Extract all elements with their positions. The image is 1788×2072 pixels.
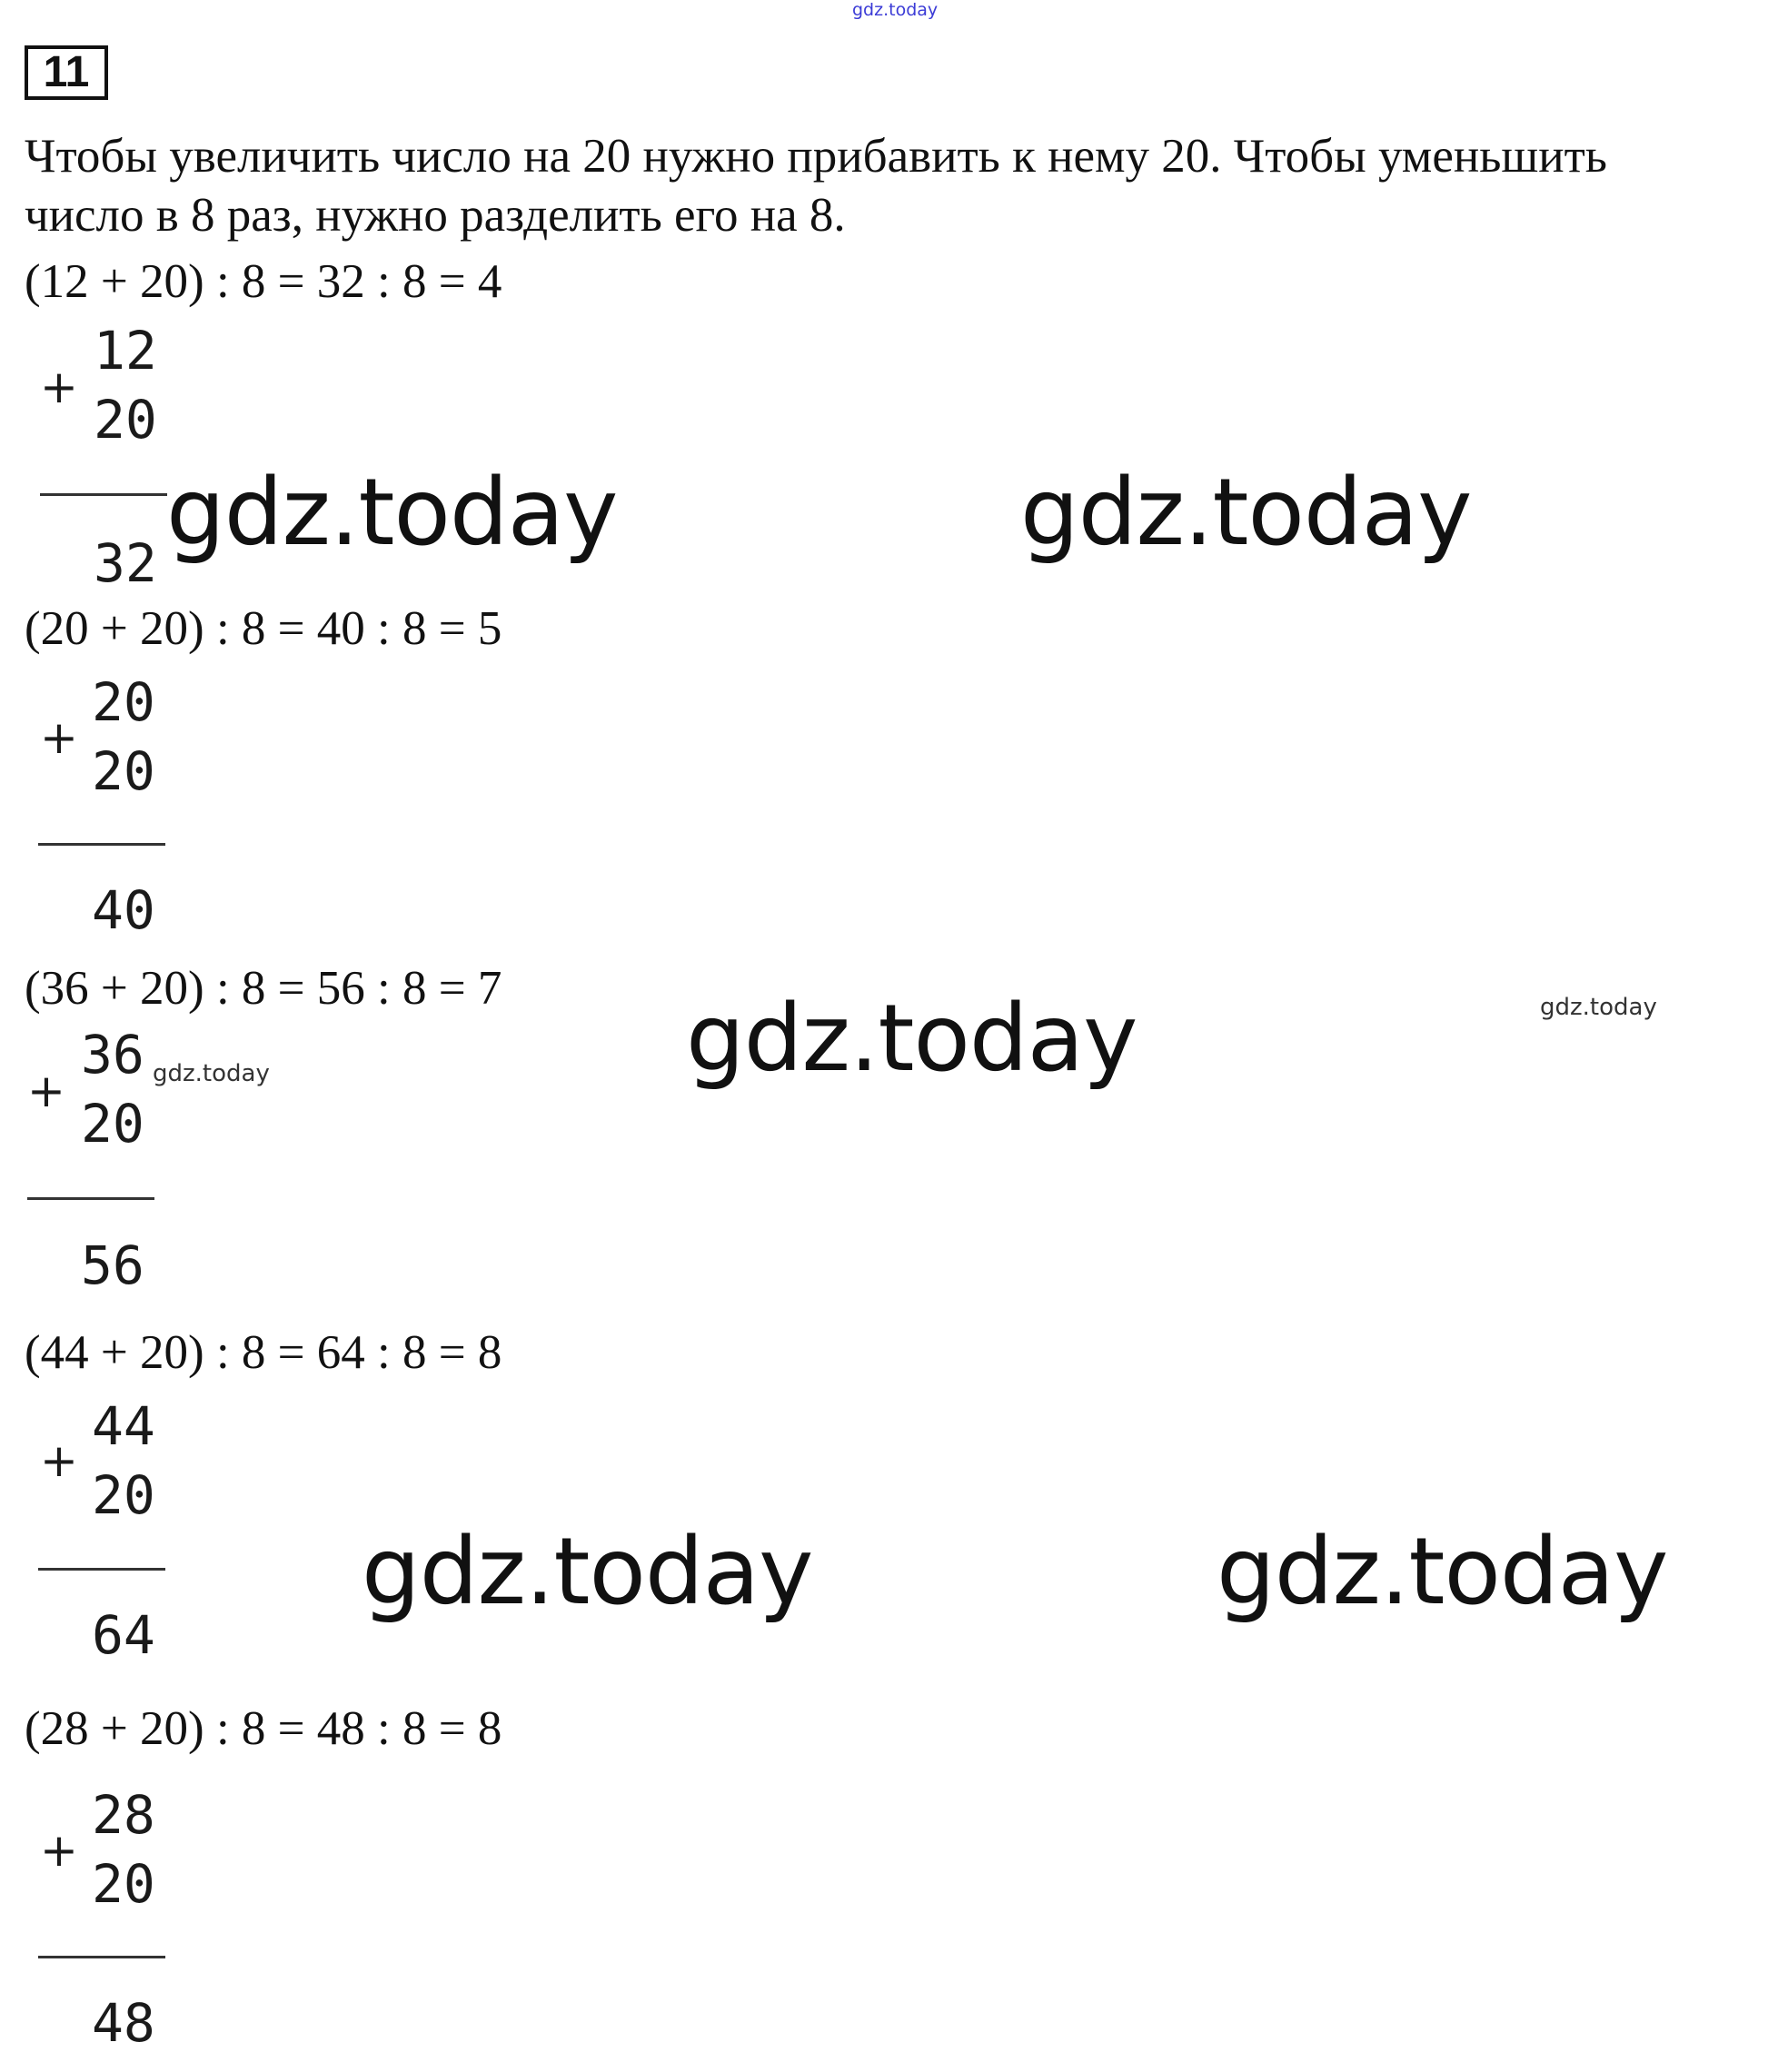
equation-1: (12 + 20) : 8 = 32 : 8 = 4 xyxy=(25,255,502,308)
sum-line-4 xyxy=(38,1568,165,1571)
plus-sign-1: + xyxy=(40,361,78,413)
equation-2: (20 + 20) : 8 = 40 : 8 = 5 xyxy=(25,602,502,655)
explanation-paragraph xyxy=(25,127,1607,245)
paragraph-line-2: число в 8 раз, нужно разделить его на 8. xyxy=(25,189,846,242)
addend-top-2: 20 xyxy=(92,671,155,733)
paragraph-line-1: Чтобы увеличить число на 20 нужно прибавить к нему 20. Чтобы уменьшить xyxy=(25,130,1607,183)
sum-result-1: 32 xyxy=(94,532,157,594)
equation-3: (36 + 20) : 8 = 56 : 8 = 7 xyxy=(25,962,502,1015)
sum-result-3: 56 xyxy=(81,1234,144,1296)
sum-line-1 xyxy=(40,493,167,496)
top-watermark: gdz.today xyxy=(852,0,939,20)
watermark-3: gdz.today xyxy=(686,985,1137,1093)
equation-4: (44 + 20) : 8 = 64 : 8 = 8 xyxy=(25,1326,502,1379)
addend-bottom-5: 20 xyxy=(92,1853,155,1915)
addend-bottom-3: 20 xyxy=(81,1093,144,1155)
plus-sign-3: + xyxy=(27,1065,65,1117)
task-number-box: 11 xyxy=(25,45,108,100)
plus-sign-2: + xyxy=(40,711,78,764)
watermark-2: gdz.today xyxy=(1020,459,1472,567)
equation-5: (28 + 20) : 8 = 48 : 8 = 8 xyxy=(25,1702,502,1755)
addend-top-3: 36 xyxy=(81,1024,144,1086)
watermark-1: gdz.today xyxy=(166,459,618,567)
watermark-5: gdz.today xyxy=(1217,1518,1668,1626)
sum-result-5: 48 xyxy=(92,1992,155,2054)
plus-sign-5: + xyxy=(40,1824,78,1877)
addend-top-1: 12 xyxy=(94,320,157,382)
watermark-4: gdz.today xyxy=(362,1518,813,1626)
sum-line-3 xyxy=(27,1197,154,1200)
sum-line-2 xyxy=(38,843,165,846)
addend-top-5: 28 xyxy=(92,1784,155,1846)
addend-top-4: 44 xyxy=(92,1395,155,1457)
sum-result-2: 40 xyxy=(92,879,155,941)
watermark-small-1: gdz.today xyxy=(1540,994,1657,1021)
sum-result-4: 64 xyxy=(92,1604,155,1666)
addend-bottom-2: 20 xyxy=(92,740,155,802)
addend-bottom-1: 20 xyxy=(94,389,157,451)
sum-line-5 xyxy=(38,1956,165,1958)
watermark-small-2: gdz.today xyxy=(153,1060,270,1087)
addend-bottom-4: 20 xyxy=(92,1464,155,1526)
plus-sign-4: + xyxy=(40,1434,78,1487)
